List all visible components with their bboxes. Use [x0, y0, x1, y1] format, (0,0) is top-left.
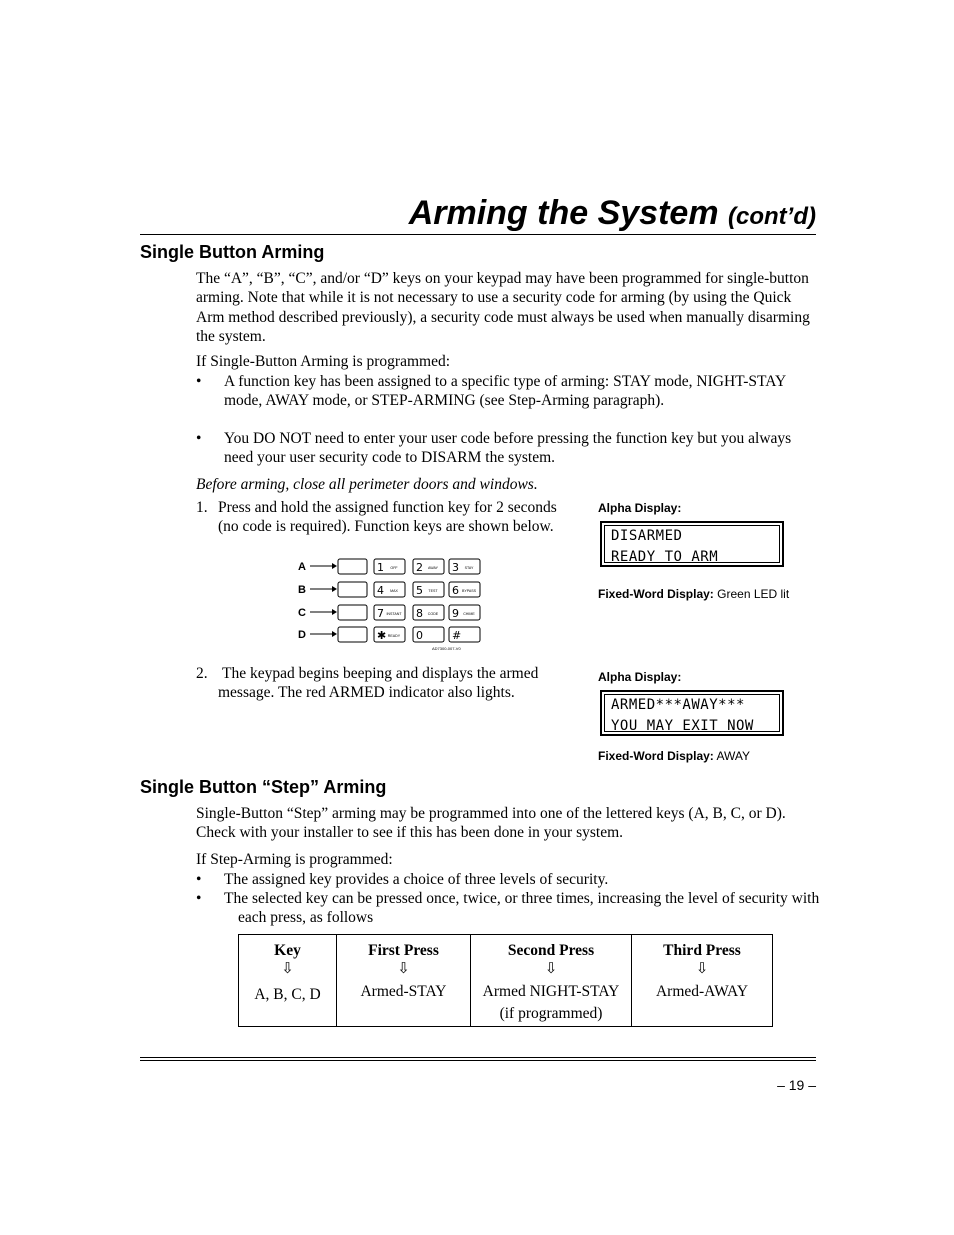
section2-bullet [196, 870, 814, 889]
keypad-key-function-label: CHIME [463, 612, 475, 616]
keypad-key-digit: 0 [416, 629, 423, 642]
table-cell-key: Key ⇩ A, B, C, D [239, 935, 337, 1027]
pointer-arrowhead-icon [332, 586, 337, 592]
section-heading-single-button-arming: Single Button Arming [140, 242, 325, 262]
keypad-key-digit: 2 [416, 561, 423, 574]
bullet-text: The selected key can be pressed once, twice, or three times, increasing the level of security with each press, as follows [224, 890, 820, 927]
keypad-key-digit: 3 [452, 561, 459, 574]
fixed-word-display-caption: Fixed-Word Display: AWAY [598, 749, 751, 763]
lcd-line-2: READY TO ARM [611, 549, 719, 565]
page-title-suffix: (cont’d) [728, 203, 816, 230]
keypad-figure [292, 555, 492, 655]
keypad-key-function-label: STAY [464, 566, 474, 570]
section2-intro: Single-Button “Step” arming may be programmed into one of the lettered keys (A, B, C, or D). Check with your installer to see if this has been done in your system. [196, 805, 786, 842]
section1-if-programmed: If Single-Button Arming is programmed: [196, 353, 451, 370]
alpha-display-label: Alpha Display: [598, 501, 682, 515]
keypad-row-label: A [298, 561, 306, 573]
section1-intro: The “A”, “B”, “C”, and/or “D” keys on your keypad may have been programmed for single-button arming. Note that while it is not necessary to use a security code for arming (by using the Quick Arm method described previously), a security code must always be used when manually disarming the system. [196, 270, 810, 345]
keypad-key-digit: 4 [377, 584, 384, 597]
step-text: Press and hold the assigned function key for 2 seconds (no code is required). Function keys are shown below. [218, 499, 557, 536]
keypad-key-digit: 6 [452, 584, 459, 597]
keypad-diagram [292, 555, 492, 655]
pointer-arrowhead-icon [332, 609, 337, 615]
table-row [239, 935, 773, 1027]
section1-bullet [196, 429, 802, 468]
lcd-line-2: YOU MAY EXIT NOW [611, 718, 754, 734]
function-key-d [338, 627, 367, 642]
function-key-a [338, 559, 367, 574]
keypad-key-function-label: TEST [428, 589, 438, 593]
keypad-key-digit: 1 [377, 561, 384, 574]
keypad-key-function-label: INSTANT [386, 612, 402, 616]
keypad-key-digit: 9 [452, 607, 459, 620]
keypad-key-digit: 8 [416, 607, 423, 620]
section2-if-programmed: If Step-Arming is programmed: [196, 851, 393, 868]
keypad-key-digit: 5 [416, 584, 423, 597]
function-key-c [338, 605, 367, 620]
table-cell-third-press: Third Press ⇩ Armed-AWAY [632, 935, 773, 1027]
lcd-display-disarmed [600, 521, 784, 567]
alpha-display-label: Alpha Display: [598, 670, 682, 684]
page-title-main: Arming the System [408, 194, 719, 232]
step-number: 2. [196, 665, 208, 682]
keypad-row-label: C [298, 607, 306, 619]
keypad-key-digit: ✱ [377, 629, 387, 642]
table-cell-second-press: Second Press ⇩ Armed NIGHT-STAY (if programmed) [471, 935, 632, 1027]
section1-bullet [196, 372, 802, 411]
section1-note: Before arming, close all perimeter doors and windows. [196, 476, 538, 493]
bullet-text: The assigned key provides a choice of three levels of security. [224, 871, 609, 888]
step-number: 1. [196, 499, 208, 516]
bullet-text: You DO NOT need to enter your user code before pressing the function key but you always need your user security code to DISARM the system. [224, 430, 792, 467]
keypad-row-label: D [298, 629, 306, 641]
bullet-icon: • [196, 373, 202, 390]
function-key-b [338, 582, 367, 597]
keypad-key-function-label: BYPASS [461, 589, 477, 593]
lcd-line-1: DISARMED [611, 528, 683, 544]
step-text: The keypad begins beeping and displays the armed message. The red ARMED indicator also lights. [218, 665, 539, 702]
keypad-key-function-label: CODE [427, 612, 439, 616]
page-number: – 19 – [777, 1077, 816, 1093]
keypad-key-function-label: READY [387, 634, 401, 638]
down-arrow-icon: ⇩ [544, 961, 558, 977]
step-arming-table [238, 934, 773, 1027]
figure-id: AD7300-007-V0 [432, 646, 461, 651]
down-arrow-icon: ⇩ [397, 961, 410, 977]
keypad-key-function-label: OFF [390, 566, 398, 570]
footer-rule [140, 1057, 816, 1061]
table-cell-first-press: First Press ⇩ Armed-STAY [337, 935, 471, 1027]
keypad-row-label: B [298, 584, 306, 596]
bullet-icon: • [196, 890, 202, 907]
fixed-word-display-caption: Fixed-Word Display: Green LED lit [598, 587, 790, 601]
lcd-display-armed-away [600, 690, 784, 736]
down-arrow-icon: ⇩ [281, 961, 294, 977]
pointer-arrowhead-icon [332, 563, 337, 569]
down-arrow-icon: ⇩ [695, 961, 709, 977]
page-title [140, 192, 816, 238]
bullet-text: A function key has been assigned to a specific type of arming: STAY mode, NIGHT-STAY mode, AWAY mode, or STEP-ARMING (see Step-Arming paragraph). [224, 373, 786, 410]
lcd-line-1: ARMED***AWAY*** [611, 697, 745, 713]
keypad-key-function-label: AWAY [427, 566, 439, 570]
bullet-icon: • [196, 430, 202, 447]
bullet-icon: • [196, 871, 202, 888]
pointer-arrowhead-icon [332, 631, 337, 637]
keypad-key-function-label: MAX [390, 589, 398, 593]
title-rule [140, 234, 816, 235]
keypad-key-digit: # [452, 629, 462, 642]
keypad-key-digit: 7 [377, 607, 384, 620]
section2-bullet [196, 889, 830, 928]
section-heading-step-arming: Single Button “Step” Arming [140, 777, 387, 797]
